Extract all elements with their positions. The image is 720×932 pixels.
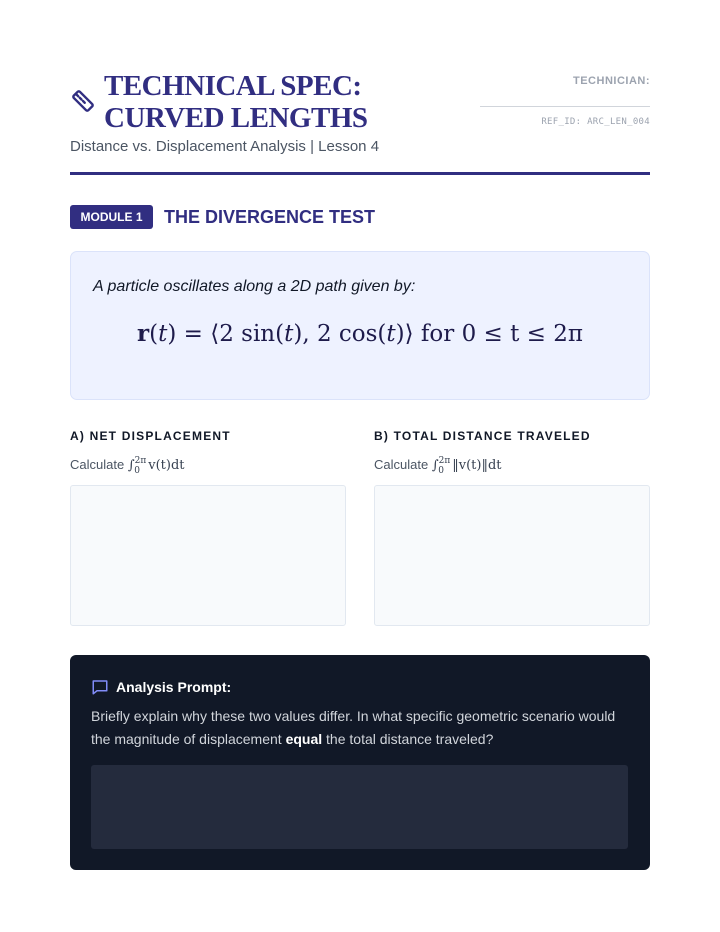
technician-block — [480, 75, 650, 127]
analysis-answer-box[interactable] — [91, 765, 628, 849]
header — [70, 70, 650, 178]
part-a-lower-limit: 0 — [134, 466, 140, 476]
analysis-text-after: the total distance traveled? — [322, 731, 494, 747]
page-subtitle: Distance vs. Displacement Analysis | Lesson 4 — [70, 138, 380, 155]
part-b-lower-limit: 0 — [438, 466, 444, 476]
part-a-integral: ∫$^{2\pi}_0$ v(t)dt — [127, 456, 185, 476]
analysis-panel — [70, 655, 650, 870]
reference-id: REF_ID: ARC_LEN_004 — [541, 117, 650, 127]
part-b-instruction — [374, 457, 650, 477]
page-title: TECHNICAL SPEC: CURVED LENGTHS — [104, 70, 368, 134]
path-equation: r(t) = ⟨2 sin(t), 2 cos(t)⟩ for 0 ≤ t ≤ 2π — [137, 320, 583, 347]
part-b-calc-label: Calculate — [374, 457, 429, 472]
analysis-prompt-text — [91, 705, 631, 751]
analysis-title: Analysis Prompt: — [116, 679, 232, 695]
equation-range: for 0 ≤ t ≤ 2π — [420, 321, 583, 347]
chat-bubble-icon — [91, 678, 109, 696]
analysis-emphasis: equal — [285, 731, 323, 747]
problem-statement: A particle oscillates along a 2D path given by: — [93, 278, 416, 295]
module-badge: MODULE 1 — [70, 205, 153, 229]
technician-signature-line[interactable] — [480, 106, 650, 107]
part-a-heading: A) NET DISPLACEMENT — [70, 429, 231, 443]
part-a-calc-label: Calculate — [70, 457, 125, 472]
part-b-integral: ∫$^{2\pi}_0$ ‖v(t)‖dt — [431, 456, 502, 476]
part-b-answer-box[interactable] — [374, 485, 650, 626]
part-b-total-distance — [374, 429, 650, 477]
part-a-upper-limit: 2π — [134, 456, 147, 466]
technician-label: TECHNICIAN: — [573, 75, 650, 87]
problem-card — [70, 251, 650, 400]
header-divider — [70, 172, 650, 175]
part-a-answer-box[interactable] — [70, 485, 346, 626]
part-b-heading: B) TOTAL DISTANCE TRAVELED — [374, 429, 591, 443]
part-b-upper-limit: 2π — [438, 456, 451, 466]
part-a-instruction — [70, 457, 346, 477]
analysis-text-before: Briefly explain why these two values differ. In what specific geometric scenario would the magnitude of displacement — [91, 708, 616, 747]
part-b-integrand: ‖v(t)‖dt — [452, 458, 502, 473]
ruler-icon — [70, 88, 96, 114]
module-title: THE DIVERGENCE TEST — [164, 207, 376, 227]
part-a-integrand: v(t)dt — [148, 458, 185, 473]
part-a-net-displacement — [70, 429, 346, 477]
